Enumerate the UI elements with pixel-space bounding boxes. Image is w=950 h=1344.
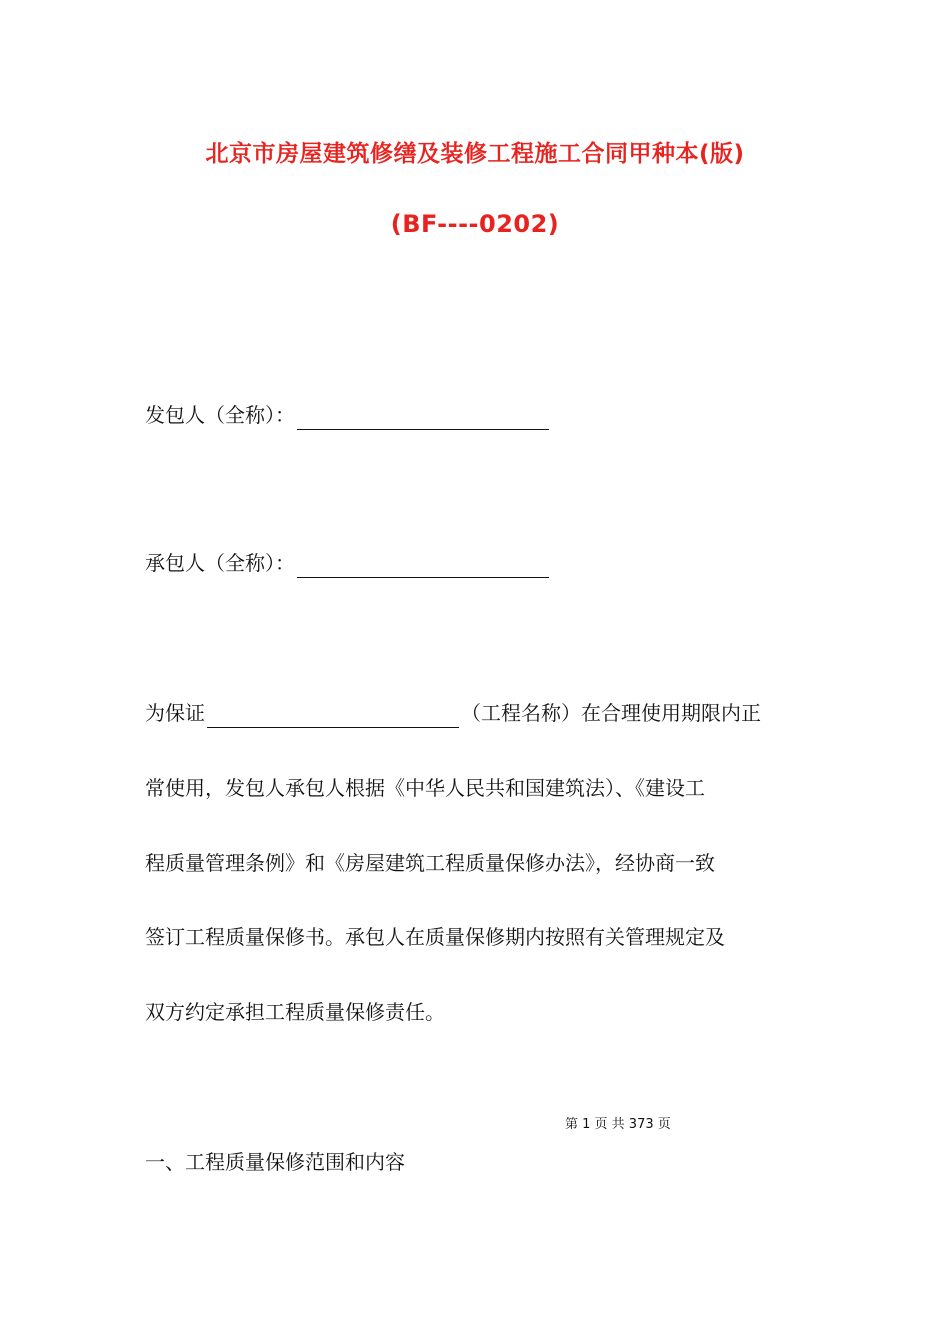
document-code: (BF----0202)	[390, 210, 560, 238]
section-heading: 一、工程质量保修范围和内容	[145, 1150, 405, 1174]
intro-line-2: 常使用，发包人承包人根据《中华人民共和国建筑法）、《建设工	[145, 776, 705, 800]
contractor-label: 承包人（全称）：	[145, 551, 295, 575]
intro-line-1-suffix: （工程名称）在合理使用期限内正	[461, 701, 761, 725]
page-indicator: 第 1 页 共 373 页	[565, 1117, 671, 1132]
contractor-field	[145, 548, 549, 578]
project-name-blank[interactable]	[207, 705, 459, 728]
employer-label: 发包人（全称）：	[145, 403, 295, 427]
intro-line-1-prefix: 为保证	[145, 701, 205, 725]
employer-name-blank[interactable]	[297, 407, 549, 430]
contractor-name-blank[interactable]	[297, 555, 549, 578]
intro-line-1	[145, 698, 807, 728]
intro-line-3: 程质量管理条例》和《房屋建筑工程质量保修办法》，经协商一致	[145, 851, 715, 875]
intro-line-5: 双方约定承担工程质量保修责任。	[145, 1000, 445, 1024]
intro-line-4: 签订工程质量保修书。承包人在质量保修期内按照有关管理规定及	[145, 925, 725, 949]
employer-field	[145, 400, 549, 430]
document-title: 北京市房屋建筑修缮及装修工程施工合同甲种本(版)	[205, 141, 745, 167]
